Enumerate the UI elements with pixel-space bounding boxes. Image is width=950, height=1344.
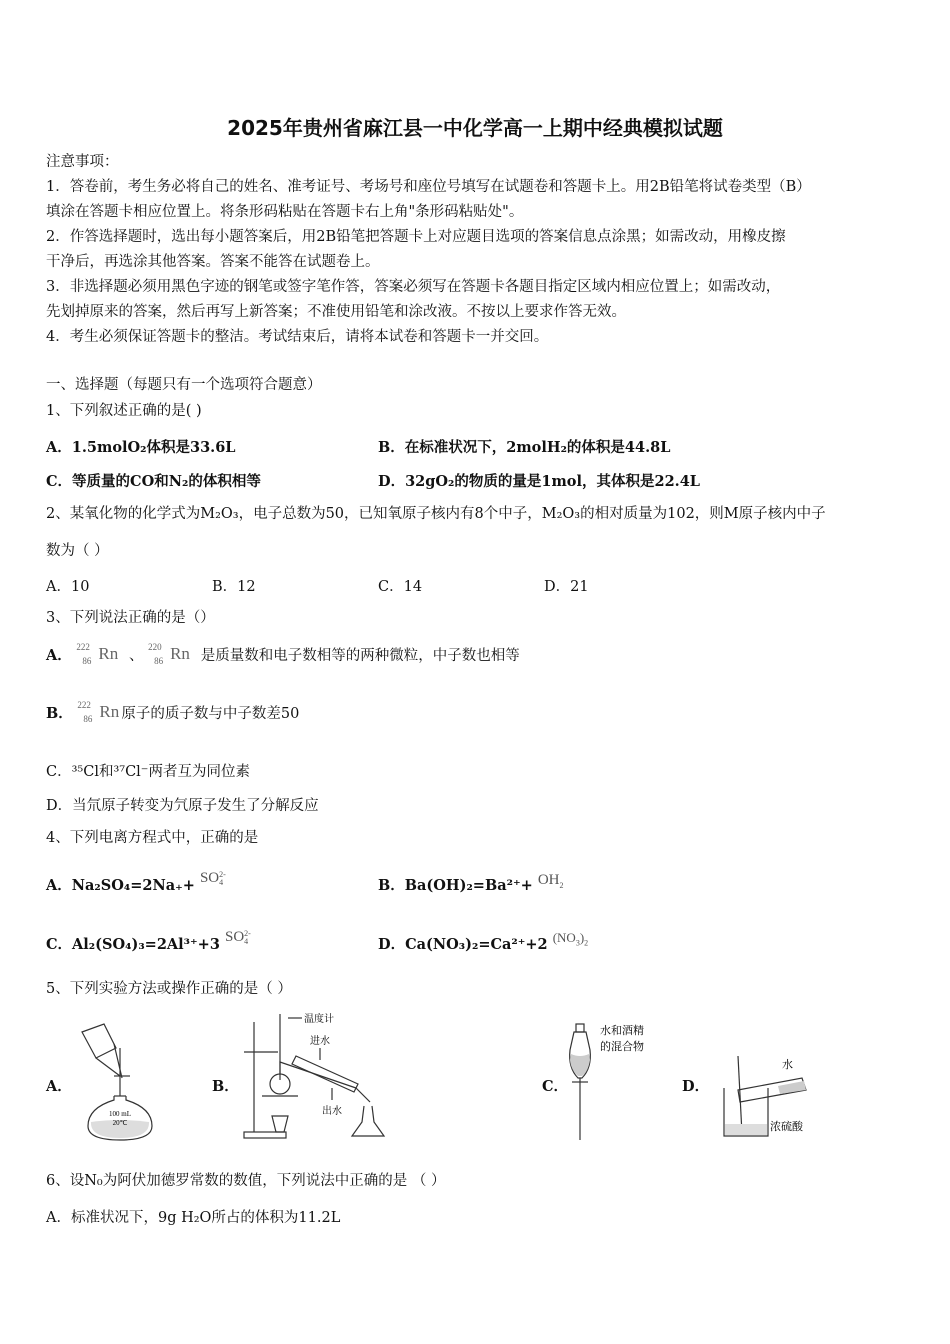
q1-option-a: A．1.5molO₂体积是33.6L [46, 439, 236, 456]
q2-option-b: B．12 [212, 579, 256, 595]
sulfate-ion [200, 870, 226, 887]
q4-option-a [46, 869, 226, 895]
q3-option-a-text: 是质量数和电子数相等的两种微粒，中子数也相等 [200, 648, 520, 664]
ion-formula: (NO [552, 930, 576, 945]
page-title: 2025年贵州省麻江县一中化学高一上期中经典模拟试题 [227, 116, 723, 140]
q3-option-a-label: A． [46, 647, 72, 664]
notice-line: 1．答卷前，考生务必将自己的姓名、准考证号、考场号和座位号填写在试题卷和答题卡上。用2B铅笔将试卷类型（B） [46, 179, 811, 195]
q3-option-d: D．当氘原子转变为氕原子发生了分解反应 [46, 798, 319, 814]
rn222-nuclide [76, 642, 124, 670]
q5-figure-volumetric-flask [74, 1018, 164, 1142]
ion-charge: 2- [219, 869, 226, 879]
q4-option-d [378, 930, 589, 955]
q4-option-c-text: C．Al₂(SO₄)₃=2Al³⁺+3 [46, 936, 220, 953]
water-label: 水 [782, 1058, 793, 1071]
notice-line: 干净后，再选涂其他答案。答案不能答在试题卷上。 [46, 254, 380, 270]
q5-option-d-label: D． [682, 1078, 710, 1095]
nuclide-mass: 220 [148, 642, 162, 652]
q4-option-d-text: D．Ca(NO₃)₂=Ca²⁺+2 [378, 936, 548, 953]
notice-heading: 注意事项： [46, 154, 119, 170]
q3-option-a [46, 642, 520, 670]
flask-temp-label: 20℃ [112, 1119, 128, 1127]
nuclide-atomic-number: 86 [154, 656, 164, 666]
q3-option-c: C．³⁵Cl和³⁷Cl⁻两者互为同位素 [46, 764, 250, 780]
question-2-stem-cont: 数为（ ） [46, 543, 109, 559]
q4-option-b [378, 874, 564, 896]
q1-option-b: B．在标准状况下，2molH₂的体积是44.8L [378, 439, 671, 456]
notice-line: 4．考生必须保证答题卡的整洁。考试结束后，请将本试卷和答题卡一并交回。 [46, 329, 549, 345]
q5-figure-dilution [718, 1050, 828, 1140]
ion-formula: SO [224, 929, 245, 945]
water-in-label: 进水 [310, 1036, 330, 1047]
nuclide-symbol: Rn [98, 644, 119, 663]
q3-separator: 、 [128, 648, 144, 664]
q4-option-c [46, 928, 251, 954]
ion-subscript: 4 [244, 936, 249, 946]
nuclide-atomic-number: 86 [83, 714, 93, 724]
nuclide-mass: 222 [76, 642, 90, 652]
q2-option-a: A．10 [46, 579, 90, 595]
thermometer-label: 温度计 [304, 1014, 334, 1025]
q5-figure-separatory-funnel [566, 1020, 666, 1142]
q5-option-b-label: B． [212, 1078, 239, 1095]
q5-option-a-label: A． [46, 1078, 72, 1095]
question-6-stem: 6、设N₀为阿伏加德罗常数的数值，下列说法中正确的是 （ ） [46, 1173, 446, 1189]
sulfate-ion [225, 929, 251, 946]
q1-option-c: C．等质量的CO和N₂的体积相等 [46, 473, 261, 490]
rn220-nuclide [148, 642, 196, 670]
ion-charge: 2- [244, 928, 251, 938]
q4-option-a-text: A．Na₂SO₄=2Na₊+ [46, 877, 195, 894]
q2-option-c: C．14 [378, 579, 423, 595]
q4-option-b-text: B．Ba(OH)₂=Ba²⁺+ [378, 877, 533, 894]
notice-line: 先划掉原来的答案，然后再写上新答案；不准使用铅笔和涂改液。不按以上要求作答无效。 [46, 304, 626, 320]
ion-formula: OH [537, 872, 560, 888]
nuclide-symbol: Rn [170, 644, 190, 663]
mixture-label-2: 的混合物 [600, 1040, 644, 1053]
ion-subscript: 2 [584, 938, 589, 948]
nuclide-mass: 222 [77, 700, 91, 710]
q3-option-b [46, 700, 299, 728]
question-5-stem: 5、下列实验方法或操作正确的是（ ） [46, 981, 292, 997]
hydroxide-ion [538, 872, 564, 890]
q3-option-b-label: B． [46, 705, 73, 722]
question-1-stem: 1、下列叙述正确的是( ) [46, 403, 202, 419]
q2-option-d: D．21 [544, 579, 589, 595]
water-out-label: 出水 [322, 1106, 342, 1117]
nuclide-symbol: Rn [99, 702, 120, 721]
ion-subscript: 2 [559, 881, 564, 890]
notice-line: 填涂在答题卡相应位置上。将条形码粘贴在答题卡右上角"条形码粘贴处"。 [46, 204, 524, 220]
q5-figure-distillation [236, 1012, 396, 1142]
flask-volume-label: 100 mL [109, 1110, 131, 1118]
acid-label: 浓硫酸 [770, 1120, 803, 1133]
notice-line: 2．作答选择题时，选出每小题答案后，用2B铅笔把答题卡上对应题目选项的答案信息点涂黑；如需改动，用橡皮擦 [46, 229, 786, 245]
ion-subscript: 3 [575, 938, 580, 948]
question-4-stem: 4、下列电离方程式中，正确的是 [46, 830, 259, 846]
notice-line: 3．非选择题必须用黑色字迹的钢笔或签字笔作答，答案必须写在答题卡各题目指定区域内相应位置上；如需改动， [46, 279, 781, 295]
ion-bracket: ) [579, 930, 585, 945]
q1-option-d: D．32gO₂的物质的量是1mol，其体积是22.4L [378, 473, 700, 490]
q5-option-c-label: C． [542, 1078, 569, 1095]
question-2-stem: 2、某氧化物的化学式为M₂O₃，电子总数为50，已知氧原子核内有8个中子，M₂O₃的相对质量为102，则M原子核内中子 [46, 506, 826, 522]
rn222-nuclide [77, 700, 121, 728]
mixture-label-1: 水和酒精 [600, 1024, 644, 1037]
ion-subscript: 4 [219, 877, 224, 887]
ion-formula: SO [199, 870, 220, 886]
nuclide-atomic-number: 86 [82, 656, 92, 666]
section-heading: 一、选择题（每题只有一个选项符合题意） [46, 377, 322, 393]
q3-option-b-text: 原子的质子数与中子数差50 [121, 706, 300, 722]
q6-option-a: A．标准状况下，9g H₂O所占的体积为11.2L [46, 1210, 341, 1226]
nitrate-ion [553, 930, 588, 948]
question-3-stem: 3、下列说法正确的是（） [46, 610, 215, 626]
